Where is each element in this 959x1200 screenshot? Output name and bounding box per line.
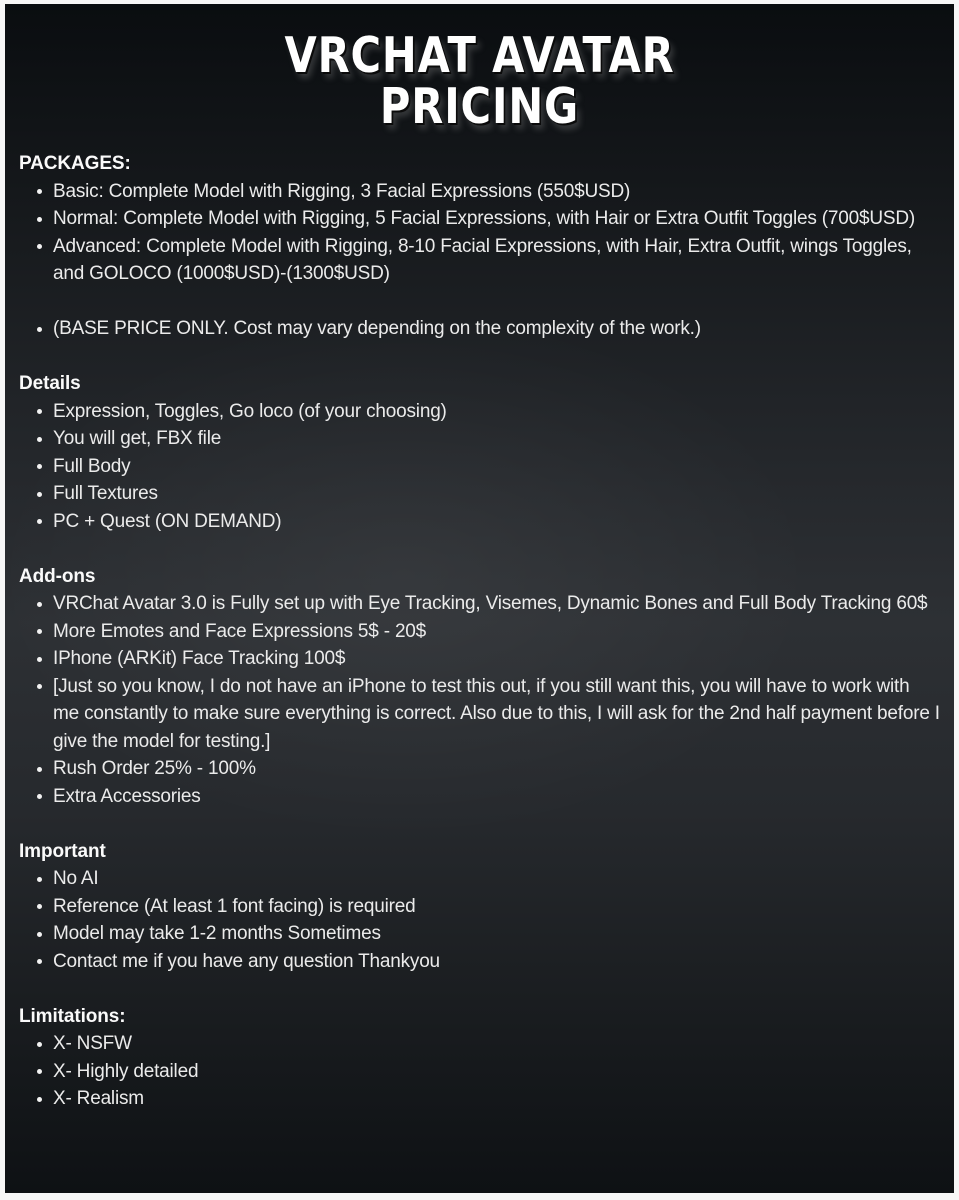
content — [19, 150, 940, 1113]
list-item: Full Body — [19, 453, 940, 481]
list-item: X- NSFW — [19, 1030, 940, 1058]
list-item: Normal: Complete Model with Rigging, 5 Facial Expressions, with Hair or Extra Outfit Toggles (700$USD) — [19, 205, 940, 233]
bullet-list — [19, 315, 940, 343]
section-heading: Details — [19, 373, 81, 394]
section-packages — [19, 150, 940, 343]
list-item: X- Highly detailed — [19, 1058, 940, 1086]
section-limitations — [19, 1003, 940, 1113]
list-item: You will get, FBX file — [19, 425, 940, 453]
list-item: Expression, Toggles, Go loco (of your choosing) — [19, 398, 940, 426]
section-add-ons — [19, 563, 940, 811]
section-heading: PACKAGES: — [19, 153, 131, 174]
section-details — [19, 370, 940, 535]
list-item: More Emotes and Face Expressions 5$ - 20$ — [19, 618, 940, 646]
list-item: No AI — [19, 865, 940, 893]
section-important — [19, 838, 940, 976]
list-item: VRChat Avatar 3.0 is Fully set up with Eye Tracking, Visemes, Dynamic Bones and Full Body Tracking 60$ — [19, 590, 940, 618]
list-item: IPhone (ARKit) Face Tracking 100$ — [19, 645, 940, 673]
list-item: (BASE PRICE ONLY. Cost may vary depending on the complexity of the work.) — [19, 315, 940, 343]
bullet-list — [19, 1030, 940, 1113]
bullet-list — [19, 590, 940, 810]
list-item: Contact me if you have any question Thankyou — [19, 948, 940, 976]
section-heading: Limitations: — [19, 1005, 126, 1027]
list-item: Basic: Complete Model with Rigging, 3 Facial Expressions (550$USD) — [19, 178, 940, 206]
list-item: Model may take 1-2 months Sometimes — [19, 920, 940, 948]
list-item: Rush Order 25% - 100% — [19, 755, 940, 783]
section-heading: Add-ons — [19, 565, 96, 587]
list-item: Reference (At least 1 font facing) is required — [19, 893, 940, 921]
list-item: [Just so you know, I do not have an iPhone to test this out, if you still want this, you will have to work with me constantly to make sure everything is correct. Also due to this, I will ask for the 2nd half payment before I give the model for testing.] — [19, 673, 940, 756]
list-item: X- Realism — [19, 1085, 940, 1113]
title-line-2: PRICING — [379, 78, 580, 135]
bullet-list — [19, 398, 940, 536]
list-item: Advanced: Complete Model with Rigging, 8-10 Facial Expressions, with Hair, Extra Outfit, wings Toggles, and GOLOCO (1000$USD)-(1300$USD) — [19, 233, 940, 288]
title-line-1: VRCHAT AVATAR — [284, 27, 675, 84]
list-item: Extra Accessories — [19, 783, 940, 811]
list-item: Full Textures — [19, 480, 940, 508]
list-item: PC + Quest (ON DEMAND) — [19, 508, 940, 536]
section-heading: Important — [19, 840, 106, 862]
bullet-list — [19, 178, 940, 288]
poster-background — [5, 4, 954, 1193]
bullet-list — [19, 865, 940, 975]
poster-title — [19, 27, 940, 135]
